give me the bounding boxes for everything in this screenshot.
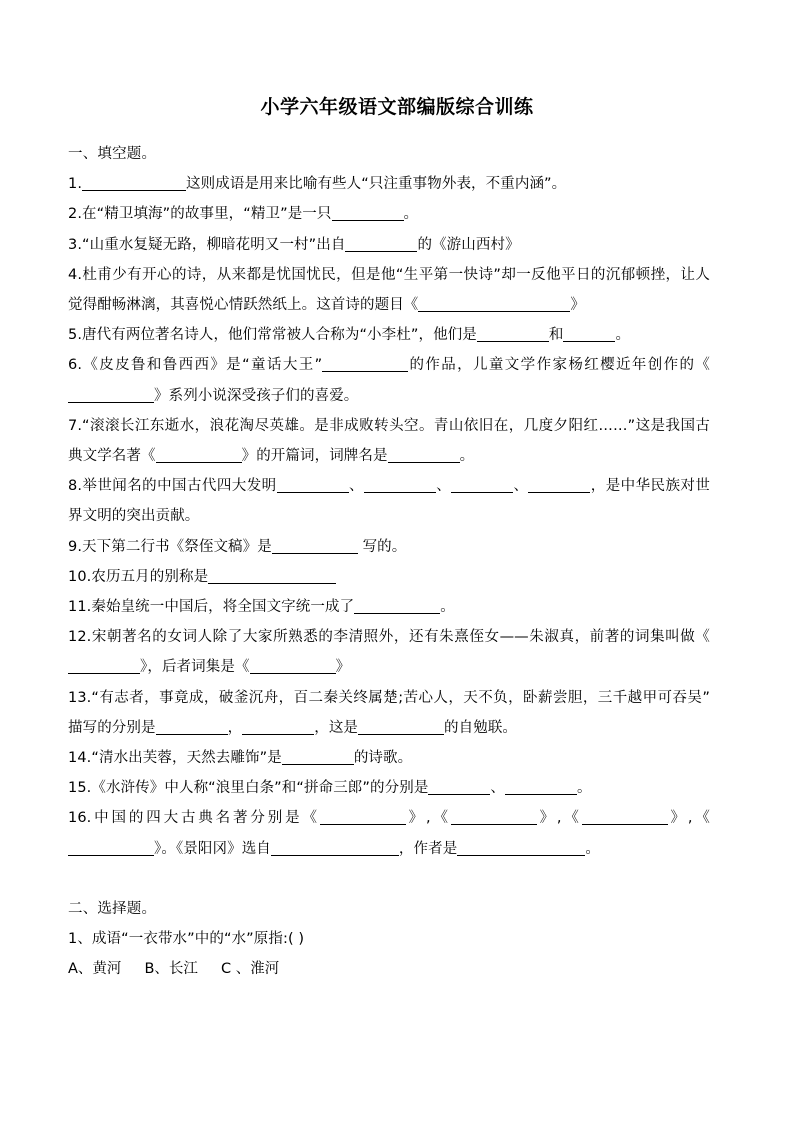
answer-blank[interactable] [250, 658, 336, 674]
answer-blank[interactable] [364, 477, 436, 493]
question-item [68, 471, 710, 531]
answer-blank[interactable] [354, 598, 440, 614]
answer-blank[interactable] [388, 447, 460, 463]
question-text: 》,《 [536, 810, 582, 827]
section-gap [68, 864, 710, 894]
question-text: ，作者是 [398, 840, 458, 857]
question-text: 中国的四大古典名著分别是《 [91, 810, 320, 827]
question-text: 》的开篇词，词牌名是 [241, 448, 388, 465]
answer-blank[interactable] [428, 779, 490, 795]
answer-blank[interactable] [477, 326, 549, 342]
answer-blank[interactable] [322, 356, 408, 372]
question-number: 6. [68, 357, 83, 374]
answer-blank[interactable] [282, 749, 354, 765]
choice-options-row[interactable]: A、黄河 B、长江 C 、淮河 [68, 961, 280, 978]
answer-blank[interactable] [156, 447, 242, 463]
fill-in-the-blank-question-list [68, 169, 710, 864]
answer-blank[interactable] [82, 175, 186, 191]
question-item [68, 411, 710, 471]
multiple-choice-question-list [68, 924, 710, 954]
answer-blank[interactable] [358, 719, 444, 735]
question-text: 》，后者词集是《 [140, 659, 250, 676]
question-text: 的自勉联。 [444, 719, 518, 736]
question-text: 》 [335, 659, 351, 676]
answer-blank[interactable] [345, 236, 417, 252]
question-text: “清水出芙蓉，天然去雕饰”是 [91, 750, 282, 767]
question-number: 16. [68, 810, 92, 827]
question-text: 、 [490, 780, 506, 797]
question-item [68, 260, 710, 320]
question-text: 和 [548, 327, 564, 344]
question-text: 。 [459, 448, 475, 465]
answer-blank[interactable] [451, 809, 537, 825]
answer-blank[interactable] [156, 719, 228, 735]
question-text: 、 [513, 478, 529, 495]
question-text: “滚滚长江东逝水，浪花淘尽英雄。是非成败转头空。青山依旧在，几度夕阳红……”这是我国古典文学名著《 [68, 417, 710, 465]
question-number: 12. [68, 629, 92, 646]
question-text: 、 [435, 478, 452, 495]
question-text: “有志者，事竟成，破釜沉舟，百二秦关终属楚;苦心人，天不负，卧薪尝胆，三千越甲可吞吴”描写的分别是 [68, 689, 710, 736]
question-number: 14. [68, 750, 92, 767]
question-text: ， [227, 719, 243, 736]
answer-blank[interactable] [505, 779, 577, 795]
question-number: 1. [68, 176, 83, 193]
question-item [68, 803, 710, 863]
question-text: 在“精卫填海”的故事里，“精卫”是一只 [82, 206, 332, 223]
question-text: 举世闻名的中国古代四大发明 [82, 478, 277, 495]
answer-blank[interactable] [528, 477, 590, 493]
section-heading-multiple-choice: 二、选择题。 [68, 901, 157, 918]
question-text: 。 [585, 840, 600, 857]
question-text: 的作品，儿童文学作家杨红樱近年创作的《 [408, 357, 711, 374]
answer-blank[interactable] [451, 477, 513, 493]
question-text: 》,《 [405, 810, 451, 827]
section-heading-fill-in-the-blank: 一、填空题。 [68, 146, 157, 162]
question-text: 《水浒传》中人称“浪里白条”和“拼命三郎”的分别是 [91, 780, 429, 797]
question-text: 的诗歌。 [353, 750, 413, 767]
question-number: 9. [68, 538, 83, 555]
question-number: 7. [68, 417, 83, 434]
question-item [68, 320, 710, 350]
answer-blank[interactable] [208, 568, 336, 584]
question-text: 写的。 [357, 538, 407, 555]
question-number: 3. [68, 236, 83, 253]
question-item [68, 532, 710, 562]
answer-blank[interactable] [242, 719, 314, 735]
answer-blank[interactable] [68, 387, 154, 403]
question-item [68, 683, 710, 743]
question-item [68, 924, 710, 954]
question-text: 杜甫少有开心的诗，从来都是忧国忧民，但是他“生平第一快诗”却一反他平日的沉郁顿挫，让人觉得酣畅淋漓，其喜悦心情跃然纸上。这首诗的题目《 [68, 266, 710, 314]
question-text: 秦始皇统一中国后，将全国文字统一成了 [91, 599, 355, 616]
question-item [68, 743, 710, 773]
question-text: “山重水复疑无路，柳暗花明又一村”出自 [82, 236, 346, 253]
answer-blank[interactable] [320, 809, 406, 825]
question-item [68, 592, 710, 622]
answer-blank[interactable] [332, 205, 404, 221]
answer-blank[interactable] [68, 840, 154, 856]
answer-blank[interactable] [68, 658, 140, 674]
answer-blank[interactable] [277, 477, 349, 493]
answer-blank[interactable] [272, 538, 358, 554]
question-text: 。 [403, 206, 419, 223]
question-number: 11. [68, 599, 92, 616]
question-text: 这则成语是用来比喻有些人“只注重事物外表，不重内涵”。 [186, 176, 567, 193]
question-item [68, 562, 710, 592]
answer-blank[interactable] [271, 840, 399, 856]
question-number: 2. [68, 206, 83, 223]
question-number: 15. [68, 780, 92, 797]
question-text: 《皮皮鲁和鲁西西》是“童话大王” [82, 357, 323, 374]
question-text: 宋朝著名的女词人除了大家所熟悉的李清照外，还有朱熹侄女——朱淑真，前著的词集叫做《 [91, 629, 710, 646]
answer-blank[interactable] [582, 809, 668, 825]
page-title: 小学六年级语文部编版综合训练 [260, 96, 534, 118]
worksheet-body [0, 139, 794, 985]
question-number: 4. [68, 266, 83, 283]
question-text: 唐代有两位著名诗人，他们常常被人合称为“小李杜”，他们是 [82, 327, 477, 344]
answer-blank[interactable] [563, 326, 615, 342]
question-item [68, 230, 710, 260]
question-text: ，这是 [314, 719, 359, 736]
question-text: 。 [577, 780, 592, 797]
question-text: 。 [440, 599, 455, 616]
question-number: 10. [68, 568, 92, 585]
question-text: 、 [348, 478, 364, 495]
question-item [68, 773, 710, 803]
question-text: 的《游山西村》 [417, 236, 520, 253]
question-text: 农历五月的别称是 [91, 568, 209, 585]
question-number: 5. [68, 327, 83, 344]
question-number: 1、 [68, 931, 92, 948]
question-number: 8. [68, 478, 83, 495]
question-item [68, 199, 710, 229]
question-text: 》系列小说深受孩子们的喜爱。 [154, 387, 359, 404]
question-text: ，是中华民族对世界文明的突出贡献。 [68, 478, 710, 525]
answer-blank[interactable] [418, 296, 570, 312]
question-item [68, 350, 710, 410]
question-text: 》。《景阳冈》选自 [154, 840, 271, 857]
question-item [68, 169, 710, 199]
question-number: 13. [68, 689, 92, 706]
answer-blank[interactable] [457, 840, 585, 856]
question-text: 》,《 [667, 810, 710, 827]
question-item [68, 622, 710, 682]
question-text: 成语“一衣带水”中的“水”原指:( ) [91, 931, 305, 948]
question-text: 天下第二行书《祭侄文稿》是 [82, 538, 272, 555]
question-text: 。 [615, 327, 631, 344]
question-text: 》 [570, 297, 586, 314]
